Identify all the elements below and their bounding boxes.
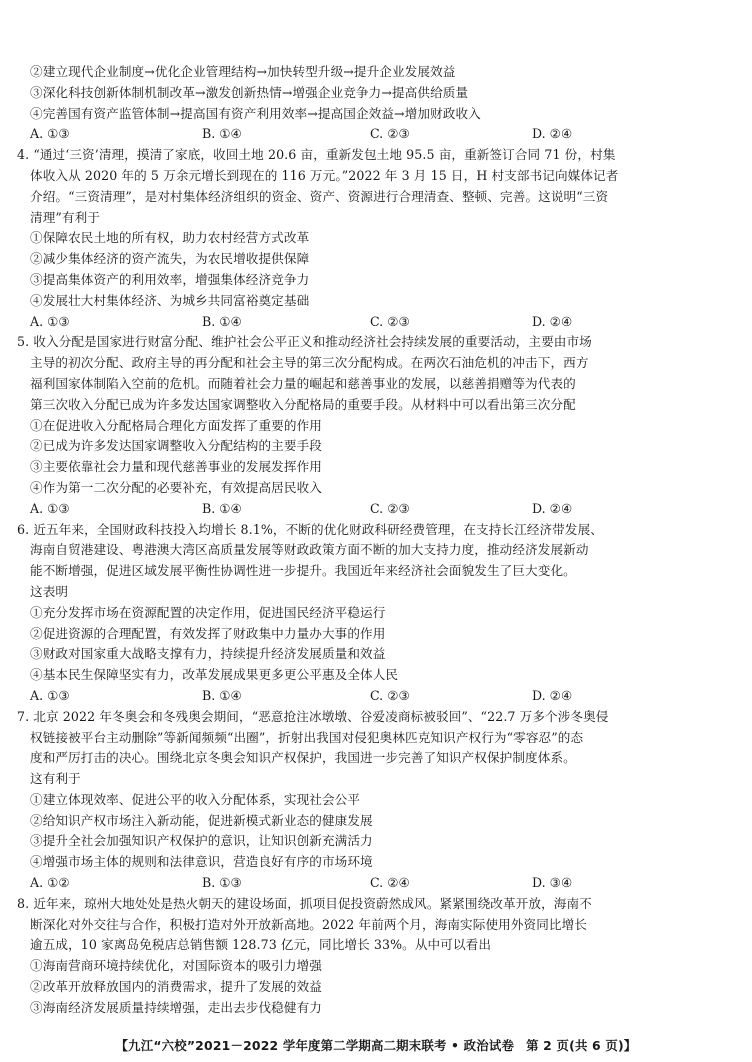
choice-d: D. ②④ <box>532 687 573 703</box>
option-item: ①建立体现效率、促进公平的收入分配体系，实现社会公平 <box>30 791 361 807</box>
option-item: ④增强市场主体的规则和法律意识，营造良好有序的市场环境 <box>30 854 373 870</box>
choice-d: D. ②④ <box>532 126 573 142</box>
question-stem-line: 清理”有利于 <box>30 209 101 225</box>
choice-d: D. ③④ <box>532 875 573 891</box>
question-8 <box>17 894 730 1019</box>
option-item: ③提升全社会加强知识产权保护的意识，让知识创新充满活力 <box>30 833 373 849</box>
option-item: ③主要依靠社会力量和现代慈善事业的发展发挥作用 <box>30 459 322 475</box>
choice-b: B. ①③ <box>202 875 242 891</box>
question-stem-line: 福利国家体制陷入空前的危机。而随着社会力量的崛起和慈善事业的发展，以慈善捐赠等为代表的 <box>30 375 576 391</box>
choice-c: C. ②③ <box>370 500 410 516</box>
option-item: ②减少集体经济的资产流失，为农民增收提供保障 <box>30 251 310 267</box>
choice-a: A. ①③ <box>30 500 70 516</box>
question-stem-line: 能不断增强，促进区域发展平衡性协调性进一步提升。我国近年来经济社会面貌发生了巨大变化。 <box>30 563 576 579</box>
option-item: ②促进资源的合理配置，有效发挥了财政集中力量办大事的作用 <box>30 625 386 641</box>
choice-a: A. ①③ <box>30 313 70 329</box>
option-item: ④基本民生保障坚实有力，改革发展成果更多更公平惠及全体人民 <box>30 667 399 683</box>
question-stem-line: 5. 收入分配是国家进行财富分配、维护社会公平正义和推动经济社会持续发展的重要活动，主要由市场 <box>17 334 592 350</box>
option-item: ③海南经济发展质量持续增强，走出去步伐稳健有力 <box>30 999 322 1015</box>
choice-a: A. ①③ <box>30 687 70 703</box>
answer-choices <box>30 686 730 707</box>
option-item: ④完善国有资产监管体制→提高国有资产利用效率→提高国企效益→增加财政收入 <box>30 105 481 121</box>
choice-c: C. ②③ <box>370 126 410 142</box>
choice-c: C. ②③ <box>370 687 410 703</box>
option-item: ③提高集体资产的利用效率，增强集体经济竞争力 <box>30 271 310 287</box>
choice-a: A. ①② <box>30 875 70 891</box>
question-stem-line: 断深化对外交往与合作，积极打造对外开放新高地。2022 年前两个月，海南实际使用外资同比增长 <box>30 916 587 932</box>
answer-choices <box>30 124 730 145</box>
question-4 <box>17 145 730 332</box>
option-item: ②已成为许多发达国家调整收入分配结构的主要手段 <box>30 438 322 454</box>
option-item: ②改革开放释放国内的消费需求，提升了发展的效益 <box>30 979 322 995</box>
option-item: ③深化科技创新体制机制改革→激发创新热情→增强企业竞争力→提高供给质量 <box>30 84 469 100</box>
question-stem-line: 体收入从 2020 年的 5 万余元增长到现在的 116 万元。”2022 年 3 月 15 日，H 村支部书记向媒体记者 <box>30 167 619 183</box>
option-item: ④作为第一二次分配的必要补充，有效提高居民收入 <box>30 479 322 495</box>
question-stem-line: 这表明 <box>30 583 69 599</box>
question-stem-line: 权链接被平台主动删除”等新闻频频“出圈”，折射出我国对侵犯奥林匹克知识产权行为“零容忍”的态 <box>30 729 584 745</box>
page-number: 第 2 页(共 6 页)】 <box>526 1038 637 1053</box>
choice-b: B. ①④ <box>202 126 242 142</box>
option-item: ①在促进收入分配格局合理化方面发挥了重要的作用 <box>30 417 322 433</box>
question-stem-line: 介绍。“三资清理”，是对村集体经济组织的资金、资产、资源进行合理清查、整顿、完善。这说明“三资 <box>30 188 609 204</box>
question-stem-line: 8. 近年来，琼州大地处处是热火朝天的建设场面，抓项目促投资蔚然成风。紧紧围绕改革开放，海南不 <box>17 895 592 911</box>
question-stem-line: 海南自贸港建设、粤港澳大湾区高质量发展等财政政策方面不断的加大支持力度，推动经济发展新动 <box>30 542 589 558</box>
question-stem-line: 第三次收入分配已成为许多发达国家调整收入分配格局的重要手段。从材料中可以看出第三次分配 <box>30 396 576 412</box>
choice-b: B. ①④ <box>202 500 242 516</box>
choice-d: D. ②④ <box>532 313 573 329</box>
question-stem-line: 主导的初次分配、政府主导的再分配和社会主导的第三次分配构成。在两次石油危机的冲击下，西方 <box>30 355 589 371</box>
question-stem-line: 度和严厉打击的决心。围绕北京冬奥会知识产权保护，我国进一步完善了知识产权保护制度体系。 <box>30 750 576 766</box>
choice-c: C. ②④ <box>370 875 410 891</box>
exam-title: 【九江“六校”2021－2022 学年度第二学期高二期末联考 • 政治试卷 <box>115 1038 515 1053</box>
option-item: ①海南营商环境持续优化，对国际资本的吸引力增强 <box>30 958 322 974</box>
choice-b: B. ①④ <box>202 313 242 329</box>
question-7 <box>17 707 730 894</box>
option-item: ①保障农民土地的所有权，助力农村经营方式改革 <box>30 230 310 246</box>
page-footer <box>0 1036 752 1054</box>
exam-page-content <box>17 62 730 1019</box>
option-item: ②给知识产权市场注入新动能，促进新模式新业态的健康发展 <box>30 812 373 828</box>
question-3-continuation <box>30 62 730 145</box>
option-item: ②建立现代企业制度→优化企业管理结构→加快转型升级→提升企业发展效益 <box>30 64 456 79</box>
choice-d: D. ②④ <box>532 500 573 516</box>
option-item: ④发展壮大村集体经济、为城乡共同富裕奠定基础 <box>30 292 310 308</box>
question-stem-line: 逾五成，10 家离岛免税店总销售额 128.73 亿元，同比增长 33%。从中可以看出 <box>30 937 492 953</box>
answer-choices <box>30 499 730 520</box>
question-stem-line: 这有利于 <box>30 771 81 787</box>
question-6 <box>17 520 730 707</box>
question-stem-line: 7. 北京 2022 年冬奥会和冬残奥会期间，“恶意抢注冰墩墩、谷爱凌商标被驳回”、“22.7 万多个涉冬奥侵 <box>17 708 609 724</box>
choice-a: A. ①③ <box>30 126 70 142</box>
choice-c: C. ②③ <box>370 313 410 329</box>
answer-choices <box>30 873 730 894</box>
choice-b: B. ①④ <box>202 687 242 703</box>
option-item: ①充分发挥市场在资源配置的决定作用，促进国民经济平稳运行 <box>30 604 386 620</box>
option-item: ③财政对国家重大战略支撑有力，持续提升经济发展质量和效益 <box>30 646 386 662</box>
question-stem-line: 6. 近五年来，全国财政科技投入均增长 8.1%，不断的优化财政科研经费管理，在支持长江经济带发展、 <box>17 521 603 537</box>
question-stem-line: 4. “通过‘三资’清理，摸清了家底，收回土地 20.6 亩，重新发包土地 95.5 亩，重新签订合同 71 份，村集 <box>17 147 616 163</box>
answer-choices <box>30 312 730 333</box>
question-5 <box>17 332 730 519</box>
